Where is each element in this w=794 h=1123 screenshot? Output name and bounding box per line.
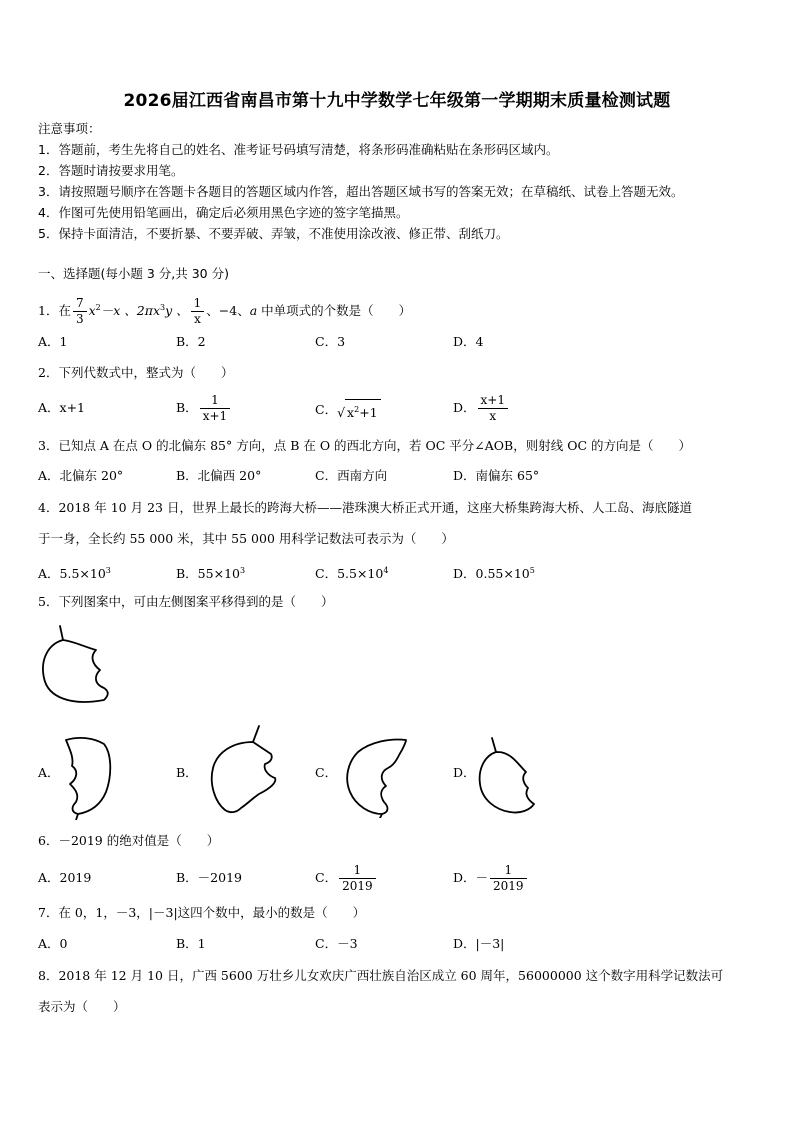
question-5-stem: 5．下列图案中，可由左侧图案平移得到的是（ ） xyxy=(38,594,334,609)
q4-option-a[interactable]: A．$5.5\times 10^3$ xyxy=(38,566,111,582)
question-8-stem-line1: 8．2018 年 12 月 10 日，广西 5600 万壮乡儿女欢庆广西壮族自治区成立 60 周年，56000000 这个数字用科学记数法可 xyxy=(38,968,724,983)
q5-option-d[interactable]: D． xyxy=(453,765,476,780)
q4-option-d[interactable]: D．$0.55\times 10^5$ xyxy=(453,566,535,582)
q1-option-a[interactable]: A．1 xyxy=(38,334,68,349)
question-8-stem-line2: 表示为（ ） xyxy=(38,999,126,1014)
notice-item: 2．答题时请按要求用笔。 xyxy=(38,163,184,178)
q1-fraction-7-3: $\frac{7}{3}$ xyxy=(73,296,87,327)
question-3-stem: 3．已知点 A 在点 O 的北偏东 85° 方向，点 B 在 O 的西北方向，若 OC 平分∠AOB，则射线 OC 的方向是（ ） xyxy=(38,438,692,453)
q7-option-b[interactable]: B．1 xyxy=(176,936,206,951)
section-heading: 一、选择题(每小题 3 分,共 30 分) xyxy=(38,266,229,281)
q2-option-a[interactable]: A．x+1 xyxy=(38,400,86,415)
q4-option-b[interactable]: B．$55\times 10^3$ xyxy=(176,566,246,582)
q1-option-b[interactable]: B．2 xyxy=(176,334,206,349)
q3-option-a[interactable]: A．北偏东 20° xyxy=(38,468,124,483)
q7-option-c[interactable]: C．－3 xyxy=(315,936,358,951)
q1-fraction-1-x: $\frac{1}{x}$ xyxy=(191,296,205,327)
q6-option-c[interactable]: C． $\frac{1}{2019}$ xyxy=(315,860,378,896)
q5-option-a[interactable]: A． xyxy=(38,765,60,780)
leaf-option-d-figure[interactable] xyxy=(476,736,538,816)
notice-item: 4．作图可先使用铅笔画出，确定后必须用黑色字迹的签字笔描黑。 xyxy=(38,205,409,220)
q5-option-b[interactable]: B． xyxy=(176,765,198,780)
q1-option-c[interactable]: C．3 xyxy=(315,334,346,349)
question-4-stem-line1: 4．2018 年 10 月 23 日，世界上最长的跨海大桥——港珠澳大桥正式开通，这座大桥集跨海大桥、人工岛、海底隧道 xyxy=(38,500,692,515)
q4-option-c[interactable]: C．$5.5\times 10^4$ xyxy=(315,566,389,582)
question-4-stem-line2: 于一身，全长约 55 000 米，其中 55 000 用科学记数法可表示为（ ） xyxy=(38,531,454,546)
q2-option-b[interactable]: B． $\frac{1}{x+1}$ xyxy=(176,390,232,426)
leaf-original-figure xyxy=(38,622,116,708)
question-2-stem: 2．下列代数式中，整式为（ ） xyxy=(38,365,234,380)
q7-option-d[interactable]: D．|－3| xyxy=(453,936,505,951)
leaf-option-a-figure[interactable] xyxy=(62,732,114,820)
page-title: 2026届江西省南昌市第十九中学数学七年级第一学期期末质量检测试题 xyxy=(123,91,671,111)
notice-item: 3．请按照题号顺序在答题卡各题目的答题区域内作答，超出答题区域书写的答案无效；在草稿纸、试卷上答题无效。 xyxy=(38,184,684,199)
q3-option-d[interactable]: D．南偏东 65° xyxy=(453,468,540,483)
notice-item: 5．保持卡面清洁，不要折暴、不要弄破、弄皱，不准使用涂改液、修正带、刮纸刀。 xyxy=(38,226,509,241)
q2-option-c[interactable]: C．√ $x^2+1$ xyxy=(315,399,381,422)
leaf-option-c-figure[interactable] xyxy=(340,734,412,818)
q1-number: 1．在 xyxy=(38,303,71,319)
question-1-stem: 1．在 $\frac{7}{3}$ $x^2-x$ 、$2\pi x^3y$ 、 $\frac{1}{x}$ 、−4、a 中单项式的个数是（ ） xyxy=(38,296,412,327)
notice-item: 1．答题前，考生先将自己的姓名、准考证号码填写清楚，将条形码准确粘贴在条形码区域内。 xyxy=(38,142,559,157)
leaf-option-b-figure[interactable] xyxy=(203,722,279,816)
q7-option-a[interactable]: A．0 xyxy=(38,936,68,951)
q6-option-d[interactable]: D．－ $\frac{1}{2019}$ xyxy=(453,860,529,896)
q1-option-d[interactable]: D．4 xyxy=(453,334,484,349)
question-7-stem: 7．在 0，1，－3，|－3|这四个数中，最小的数是（ ） xyxy=(38,905,366,920)
q6-option-b[interactable]: B．－2019 xyxy=(176,870,242,885)
question-6-stem: 6．－2019 的绝对值是（ ） xyxy=(38,833,220,848)
q2-option-d[interactable]: D． $\frac{x+1}{x}$ xyxy=(453,390,510,426)
square-root: √ $x^2+1$ xyxy=(337,399,381,422)
q3-option-c[interactable]: C．西南方向 xyxy=(315,468,388,483)
q6-option-a[interactable]: A．2019 xyxy=(38,870,92,885)
q3-option-b[interactable]: B．北偏西 20° xyxy=(176,468,262,483)
q5-option-c[interactable]: C． xyxy=(315,765,338,780)
notice-heading: 注意事项： xyxy=(38,121,101,136)
